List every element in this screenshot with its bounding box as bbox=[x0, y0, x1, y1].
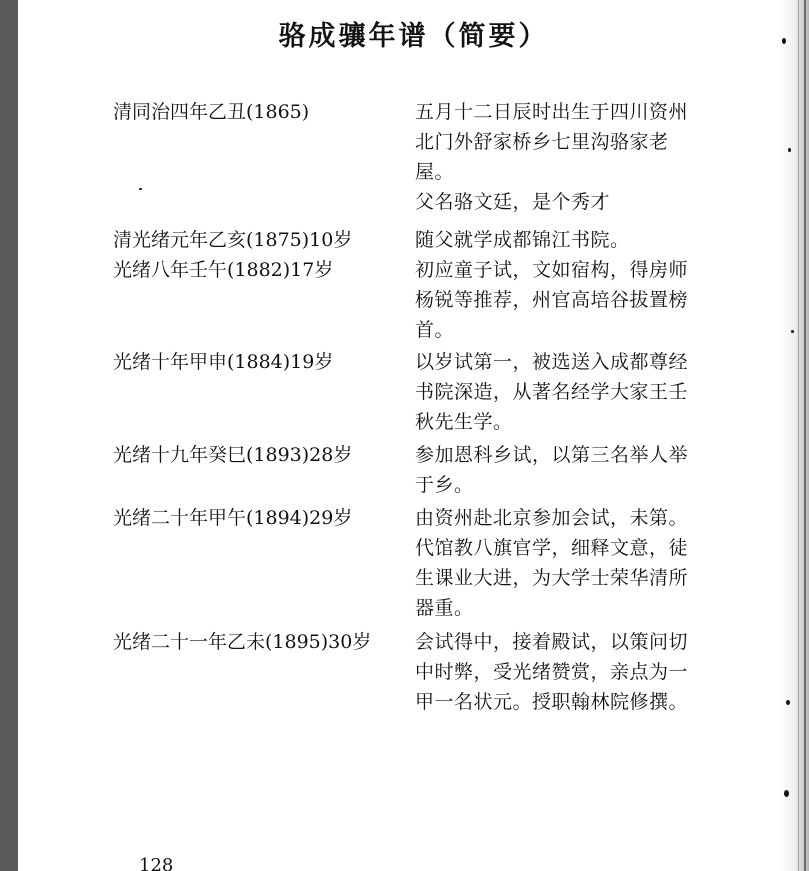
entry-description: 由资州赴北京参加会试，未第。代馆教八旗官学，细释文意，徒生课业大进，为大学士荣华清所器重。 bbox=[415, 507, 689, 619]
entry-date: 光绪十九年癸巳(1893)28岁 bbox=[113, 444, 353, 466]
entry-date: 光绪二十一年乙未(1895)30岁 bbox=[113, 631, 372, 653]
entry-date: 清光绪元年乙亥(1875)10岁 bbox=[113, 229, 353, 251]
scan-speck bbox=[139, 188, 142, 190]
scan-speck bbox=[782, 38, 786, 44]
entry-date: 光绪二十年甲午(1894)29岁 bbox=[113, 507, 353, 529]
entry-description: 随父就学成都锦江书院。 bbox=[415, 229, 630, 251]
document-title: 骆成骧年谱（简要） bbox=[278, 21, 549, 52]
scan-speck bbox=[788, 148, 791, 152]
scan-edge-shadow bbox=[779, 0, 809, 871]
page-number: 128 bbox=[139, 855, 174, 871]
scan-edge-line bbox=[798, 0, 799, 871]
entry-date: 清同治四年乙丑(1865) bbox=[113, 101, 310, 123]
entry-description: 参加恩科乡试，以第三名举人举于乡。 bbox=[415, 444, 689, 496]
document-page bbox=[18, 0, 809, 871]
entry-date: 光绪八年壬午(1882)17岁 bbox=[113, 259, 334, 281]
scan-edge-line bbox=[804, 0, 806, 871]
entry-description: 会试得中，接着殿试，以策问切中时弊，受光绪赞赏，亲点为一甲一名状元。授职翰林院修撰。 bbox=[415, 631, 689, 713]
entry-date: 光绪十年甲申(1884)19岁 bbox=[113, 351, 334, 373]
scan-speck bbox=[784, 790, 789, 797]
entry-description: 五月十二日辰时出生于四川资州北门外舒家桥乡七里沟骆家老屋。 父名骆文廷，是个秀才 bbox=[415, 101, 689, 213]
scan-speck bbox=[791, 330, 794, 333]
entry-description: 以岁试第一，被选送入成都尊经书院深造，从著名经学大家王壬秋先生学。 bbox=[415, 351, 689, 433]
entry-description: 初应童子试，文如宿构，得房师杨锐等推荐，州官高培谷拔置榜首。 bbox=[415, 259, 689, 341]
scan-speck bbox=[786, 700, 790, 705]
